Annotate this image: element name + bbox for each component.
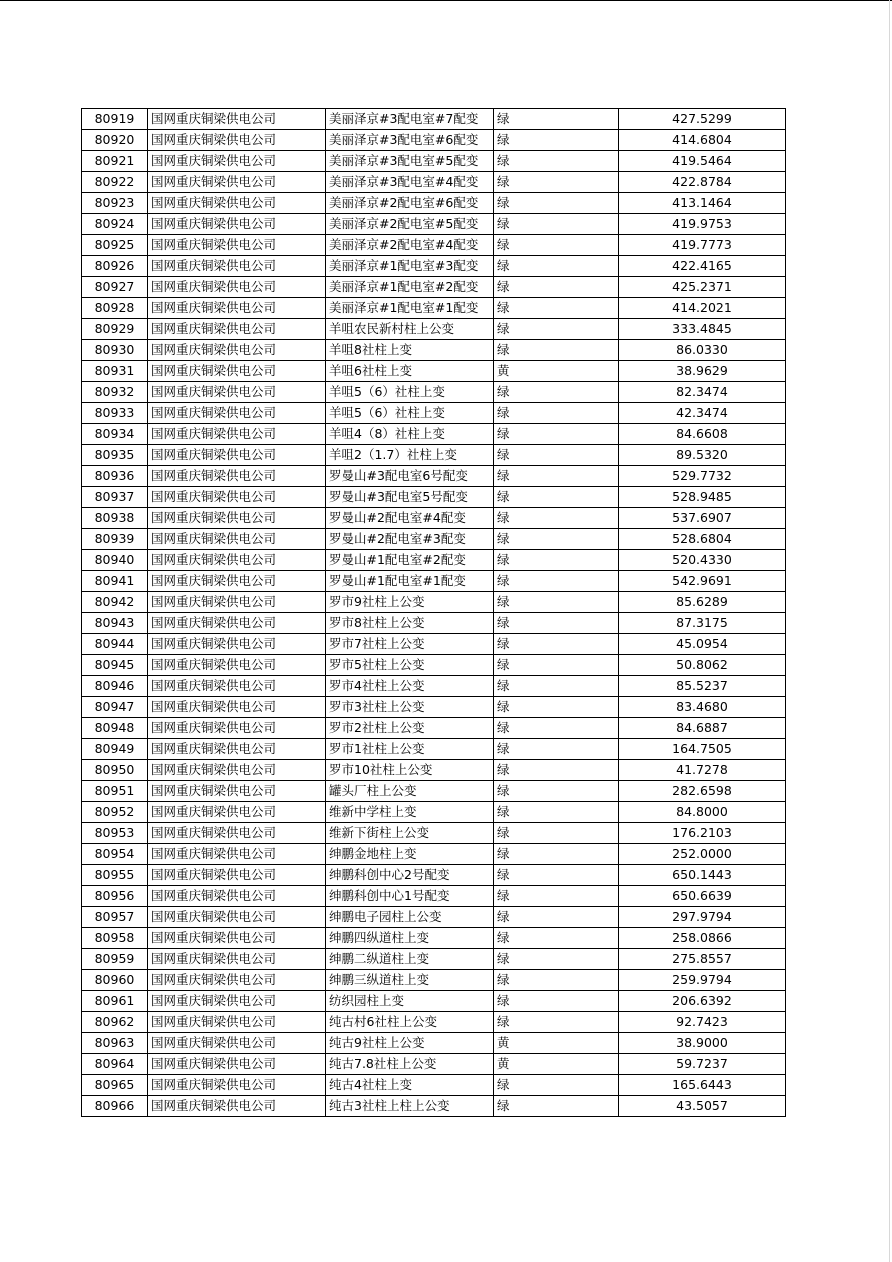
table-row xyxy=(82,550,786,571)
cell-transformer-name: 美丽泽京#3配电室#7配变 xyxy=(326,109,494,130)
cell-transformer-name: 羊咀2（1.7）社柱上变 xyxy=(326,445,494,466)
page-right-edge xyxy=(889,0,890,1262)
table-row xyxy=(82,277,786,298)
cell-transformer-name: 美丽泽京#2配电室#5配变 xyxy=(326,214,494,235)
cell-id: 80924 xyxy=(82,214,148,235)
cell-id: 80943 xyxy=(82,613,148,634)
cell-status: 绿 xyxy=(494,634,619,655)
cell-id: 80934 xyxy=(82,424,148,445)
table-row xyxy=(82,403,786,424)
cell-value: 59.7237 xyxy=(619,1054,786,1075)
cell-status: 绿 xyxy=(494,277,619,298)
cell-transformer-name: 羊咀5（6）社柱上变 xyxy=(326,382,494,403)
cell-id: 80957 xyxy=(82,907,148,928)
cell-status: 黄 xyxy=(494,1033,619,1054)
table-row xyxy=(82,781,786,802)
cell-company: 国网重庆铜梁供电公司 xyxy=(148,1012,326,1033)
cell-transformer-name: 纯古7.8社柱上公变 xyxy=(326,1054,494,1075)
table-row xyxy=(82,1033,786,1054)
cell-status: 绿 xyxy=(494,760,619,781)
cell-value: 414.6804 xyxy=(619,130,786,151)
cell-value: 41.7278 xyxy=(619,760,786,781)
cell-company: 国网重庆铜梁供电公司 xyxy=(148,109,326,130)
cell-transformer-name: 罐头厂柱上公变 xyxy=(326,781,494,802)
cell-company: 国网重庆铜梁供电公司 xyxy=(148,739,326,760)
cell-status: 绿 xyxy=(494,928,619,949)
cell-transformer-name: 罗市1社柱上公变 xyxy=(326,739,494,760)
cell-status: 绿 xyxy=(494,487,619,508)
cell-value: 333.4845 xyxy=(619,319,786,340)
cell-company: 国网重庆铜梁供电公司 xyxy=(148,991,326,1012)
cell-id: 80955 xyxy=(82,865,148,886)
table-row xyxy=(82,298,786,319)
cell-id: 80926 xyxy=(82,256,148,277)
cell-id: 80937 xyxy=(82,487,148,508)
table-row xyxy=(82,823,786,844)
cell-value: 84.6608 xyxy=(619,424,786,445)
cell-value: 650.6639 xyxy=(619,886,786,907)
cell-value: 427.5299 xyxy=(619,109,786,130)
cell-company: 国网重庆铜梁供电公司 xyxy=(148,151,326,172)
cell-value: 528.9485 xyxy=(619,487,786,508)
cell-transformer-name: 纺织园柱上变 xyxy=(326,991,494,1012)
cell-company: 国网重庆铜梁供电公司 xyxy=(148,907,326,928)
cell-status: 绿 xyxy=(494,445,619,466)
cell-id: 80936 xyxy=(82,466,148,487)
cell-value: 38.9000 xyxy=(619,1033,786,1054)
cell-company: 国网重庆铜梁供电公司 xyxy=(148,760,326,781)
cell-value: 89.5320 xyxy=(619,445,786,466)
cell-status: 绿 xyxy=(494,991,619,1012)
cell-transformer-name: 美丽泽京#1配电室#1配变 xyxy=(326,298,494,319)
cell-status: 绿 xyxy=(494,550,619,571)
cell-company: 国网重庆铜梁供电公司 xyxy=(148,172,326,193)
cell-id: 80941 xyxy=(82,571,148,592)
cell-transformer-name: 纯古村6社柱上公变 xyxy=(326,1012,494,1033)
cell-company: 国网重庆铜梁供电公司 xyxy=(148,655,326,676)
cell-id: 80964 xyxy=(82,1054,148,1075)
cell-company: 国网重庆铜梁供电公司 xyxy=(148,193,326,214)
cell-id: 80930 xyxy=(82,340,148,361)
cell-company: 国网重庆铜梁供电公司 xyxy=(148,1075,326,1096)
cell-value: 43.5057 xyxy=(619,1096,786,1117)
table-row xyxy=(82,130,786,151)
cell-id: 80948 xyxy=(82,718,148,739)
table-row xyxy=(82,697,786,718)
table-row xyxy=(82,802,786,823)
table-row xyxy=(82,739,786,760)
cell-transformer-name: 罗曼山#1配电室#2配变 xyxy=(326,550,494,571)
cell-id: 80960 xyxy=(82,970,148,991)
cell-status: 绿 xyxy=(494,214,619,235)
cell-company: 国网重庆铜梁供电公司 xyxy=(148,508,326,529)
cell-company: 国网重庆铜梁供电公司 xyxy=(148,529,326,550)
cell-transformer-name: 罗曼山#3配电室6号配变 xyxy=(326,466,494,487)
cell-status: 绿 xyxy=(494,802,619,823)
cell-company: 国网重庆铜梁供电公司 xyxy=(148,970,326,991)
cell-transformer-name: 美丽泽京#2配电室#6配变 xyxy=(326,193,494,214)
table-row xyxy=(82,907,786,928)
cell-status: 绿 xyxy=(494,970,619,991)
cell-company: 国网重庆铜梁供电公司 xyxy=(148,613,326,634)
cell-status: 绿 xyxy=(494,613,619,634)
table-row xyxy=(82,1054,786,1075)
table-row xyxy=(82,1096,786,1117)
cell-id: 80951 xyxy=(82,781,148,802)
cell-status: 绿 xyxy=(494,298,619,319)
cell-transformer-name: 羊咀农民新村柱上公变 xyxy=(326,319,494,340)
cell-company: 国网重庆铜梁供电公司 xyxy=(148,445,326,466)
cell-transformer-name: 美丽泽京#1配电室#3配变 xyxy=(326,256,494,277)
cell-value: 38.9629 xyxy=(619,361,786,382)
cell-company: 国网重庆铜梁供电公司 xyxy=(148,823,326,844)
cell-company: 国网重庆铜梁供电公司 xyxy=(148,949,326,970)
cell-value: 86.0330 xyxy=(619,340,786,361)
cell-status: 绿 xyxy=(494,739,619,760)
cell-status: 绿 xyxy=(494,592,619,613)
cell-transformer-name: 维新中学柱上变 xyxy=(326,802,494,823)
cell-value: 85.6289 xyxy=(619,592,786,613)
cell-transformer-name: 罗市2社柱上公变 xyxy=(326,718,494,739)
cell-status: 绿 xyxy=(494,466,619,487)
cell-status: 绿 xyxy=(494,172,619,193)
cell-transformer-name: 美丽泽京#1配电室#2配变 xyxy=(326,277,494,298)
table-row xyxy=(82,319,786,340)
cell-id: 80938 xyxy=(82,508,148,529)
table-row xyxy=(82,634,786,655)
table-row xyxy=(82,613,786,634)
cell-transformer-name: 绅鹏科创中心1号配变 xyxy=(326,886,494,907)
cell-company: 国网重庆铜梁供电公司 xyxy=(148,130,326,151)
cell-transformer-name: 美丽泽京#3配电室#6配变 xyxy=(326,130,494,151)
cell-transformer-name: 罗市8社柱上公变 xyxy=(326,613,494,634)
cell-status: 绿 xyxy=(494,781,619,802)
cell-status: 黄 xyxy=(494,1054,619,1075)
table-row xyxy=(82,949,786,970)
cell-company: 国网重庆铜梁供电公司 xyxy=(148,697,326,718)
table-row xyxy=(82,991,786,1012)
table-row xyxy=(82,235,786,256)
table-row xyxy=(82,844,786,865)
page-top-border xyxy=(0,0,892,1)
cell-transformer-name: 罗曼山#2配电室#4配变 xyxy=(326,508,494,529)
cell-company: 国网重庆铜梁供电公司 xyxy=(148,1033,326,1054)
cell-company: 国网重庆铜梁供电公司 xyxy=(148,235,326,256)
cell-id: 80952 xyxy=(82,802,148,823)
cell-id: 80966 xyxy=(82,1096,148,1117)
cell-status: 绿 xyxy=(494,1096,619,1117)
cell-value: 206.6392 xyxy=(619,991,786,1012)
cell-status: 绿 xyxy=(494,823,619,844)
cell-id: 80940 xyxy=(82,550,148,571)
cell-value: 297.9794 xyxy=(619,907,786,928)
cell-company: 国网重庆铜梁供电公司 xyxy=(148,1054,326,1075)
table-row xyxy=(82,718,786,739)
cell-transformer-name: 罗市4社柱上公变 xyxy=(326,676,494,697)
cell-transformer-name: 绅鹏三纵道柱上变 xyxy=(326,970,494,991)
table-body xyxy=(82,109,786,1117)
cell-value: 85.5237 xyxy=(619,676,786,697)
cell-transformer-name: 羊咀5（6）社柱上变 xyxy=(326,403,494,424)
cell-company: 国网重庆铜梁供电公司 xyxy=(148,256,326,277)
table-row xyxy=(82,214,786,235)
cell-transformer-name: 罗市7社柱上公变 xyxy=(326,634,494,655)
cell-company: 国网重庆铜梁供电公司 xyxy=(148,592,326,613)
cell-id: 80931 xyxy=(82,361,148,382)
cell-transformer-name: 羊咀4（8）社柱上变 xyxy=(326,424,494,445)
cell-id: 80956 xyxy=(82,886,148,907)
cell-value: 282.6598 xyxy=(619,781,786,802)
cell-status: 绿 xyxy=(494,529,619,550)
cell-status: 绿 xyxy=(494,130,619,151)
cell-value: 45.0954 xyxy=(619,634,786,655)
cell-company: 国网重庆铜梁供电公司 xyxy=(148,1096,326,1117)
cell-transformer-name: 罗市5社柱上公变 xyxy=(326,655,494,676)
cell-status: 绿 xyxy=(494,109,619,130)
cell-status: 绿 xyxy=(494,193,619,214)
cell-id: 80932 xyxy=(82,382,148,403)
cell-company: 国网重庆铜梁供电公司 xyxy=(148,928,326,949)
cell-value: 258.0866 xyxy=(619,928,786,949)
table-row xyxy=(82,865,786,886)
cell-status: 绿 xyxy=(494,382,619,403)
cell-id: 80946 xyxy=(82,676,148,697)
cell-transformer-name: 绅鹏科创中心2号配变 xyxy=(326,865,494,886)
cell-value: 542.9691 xyxy=(619,571,786,592)
table-row xyxy=(82,361,786,382)
cell-company: 国网重庆铜梁供电公司 xyxy=(148,298,326,319)
cell-transformer-name: 美丽泽京#3配电室#4配变 xyxy=(326,172,494,193)
cell-id: 80958 xyxy=(82,928,148,949)
cell-transformer-name: 罗市10社柱上公变 xyxy=(326,760,494,781)
cell-id: 80961 xyxy=(82,991,148,1012)
cell-company: 国网重庆铜梁供电公司 xyxy=(148,424,326,445)
table-row xyxy=(82,445,786,466)
cell-id: 80939 xyxy=(82,529,148,550)
cell-status: 绿 xyxy=(494,424,619,445)
cell-value: 42.3474 xyxy=(619,403,786,424)
cell-id: 80962 xyxy=(82,1012,148,1033)
cell-company: 国网重庆铜梁供电公司 xyxy=(148,676,326,697)
cell-transformer-name: 罗曼山#2配电室#3配变 xyxy=(326,529,494,550)
cell-id: 80942 xyxy=(82,592,148,613)
transformer-table xyxy=(81,108,786,1117)
cell-company: 国网重庆铜梁供电公司 xyxy=(148,340,326,361)
cell-value: 419.9753 xyxy=(619,214,786,235)
cell-status: 绿 xyxy=(494,403,619,424)
cell-id: 80963 xyxy=(82,1033,148,1054)
cell-id: 80935 xyxy=(82,445,148,466)
table-row xyxy=(82,256,786,277)
cell-status: 绿 xyxy=(494,151,619,172)
cell-value: 520.4330 xyxy=(619,550,786,571)
table-row xyxy=(82,382,786,403)
table-row xyxy=(82,151,786,172)
cell-transformer-name: 绅鹏二纵道柱上变 xyxy=(326,949,494,970)
cell-status: 绿 xyxy=(494,508,619,529)
table-row xyxy=(82,529,786,550)
table-row xyxy=(82,424,786,445)
table-row xyxy=(82,676,786,697)
cell-id: 80954 xyxy=(82,844,148,865)
cell-status: 绿 xyxy=(494,655,619,676)
cell-value: 164.7505 xyxy=(619,739,786,760)
cell-value: 50.8062 xyxy=(619,655,786,676)
cell-company: 国网重庆铜梁供电公司 xyxy=(148,487,326,508)
cell-company: 国网重庆铜梁供电公司 xyxy=(148,886,326,907)
cell-id: 80921 xyxy=(82,151,148,172)
cell-transformer-name: 绅鹏金地柱上变 xyxy=(326,844,494,865)
cell-status: 绿 xyxy=(494,907,619,928)
table-row xyxy=(82,760,786,781)
cell-company: 国网重庆铜梁供电公司 xyxy=(148,781,326,802)
table-row xyxy=(82,1075,786,1096)
cell-id: 80920 xyxy=(82,130,148,151)
table-row xyxy=(82,571,786,592)
table-row xyxy=(82,1012,786,1033)
cell-id: 80947 xyxy=(82,697,148,718)
cell-transformer-name: 罗曼山#3配电室5号配变 xyxy=(326,487,494,508)
cell-company: 国网重庆铜梁供电公司 xyxy=(148,277,326,298)
cell-company: 国网重庆铜梁供电公司 xyxy=(148,361,326,382)
cell-status: 绿 xyxy=(494,1075,619,1096)
cell-company: 国网重庆铜梁供电公司 xyxy=(148,550,326,571)
cell-transformer-name: 羊咀8社柱上变 xyxy=(326,340,494,361)
cell-company: 国网重庆铜梁供电公司 xyxy=(148,718,326,739)
cell-status: 绿 xyxy=(494,676,619,697)
cell-company: 国网重庆铜梁供电公司 xyxy=(148,403,326,424)
cell-status: 绿 xyxy=(494,844,619,865)
cell-company: 国网重庆铜梁供电公司 xyxy=(148,214,326,235)
cell-value: 537.6907 xyxy=(619,508,786,529)
cell-value: 419.5464 xyxy=(619,151,786,172)
cell-value: 252.0000 xyxy=(619,844,786,865)
cell-transformer-name: 美丽泽京#3配电室#5配变 xyxy=(326,151,494,172)
table-row xyxy=(82,970,786,991)
cell-status: 绿 xyxy=(494,718,619,739)
cell-value: 422.4165 xyxy=(619,256,786,277)
cell-status: 绿 xyxy=(494,1012,619,1033)
cell-value: 176.2103 xyxy=(619,823,786,844)
cell-value: 82.3474 xyxy=(619,382,786,403)
cell-value: 87.3175 xyxy=(619,613,786,634)
cell-company: 国网重庆铜梁供电公司 xyxy=(148,802,326,823)
cell-transformer-name: 罗市9社柱上公变 xyxy=(326,592,494,613)
table-row xyxy=(82,193,786,214)
cell-value: 414.2021 xyxy=(619,298,786,319)
cell-value: 259.9794 xyxy=(619,970,786,991)
cell-value: 84.8000 xyxy=(619,802,786,823)
cell-id: 80949 xyxy=(82,739,148,760)
cell-transformer-name: 维新下街柱上公变 xyxy=(326,823,494,844)
cell-id: 80927 xyxy=(82,277,148,298)
table-row xyxy=(82,886,786,907)
cell-transformer-name: 羊咀6社柱上变 xyxy=(326,361,494,382)
cell-transformer-name: 美丽泽京#2配电室#4配变 xyxy=(326,235,494,256)
cell-id: 80950 xyxy=(82,760,148,781)
cell-value: 83.4680 xyxy=(619,697,786,718)
cell-id: 80919 xyxy=(82,109,148,130)
cell-status: 绿 xyxy=(494,886,619,907)
table-row xyxy=(82,928,786,949)
cell-status: 绿 xyxy=(494,340,619,361)
cell-transformer-name: 罗曼山#1配电室#1配变 xyxy=(326,571,494,592)
cell-company: 国网重庆铜梁供电公司 xyxy=(148,571,326,592)
cell-transformer-name: 绅鹏电子园柱上公变 xyxy=(326,907,494,928)
cell-transformer-name: 纯古9社柱上公变 xyxy=(326,1033,494,1054)
table-row xyxy=(82,655,786,676)
cell-transformer-name: 纯古3社柱上柱上公变 xyxy=(326,1096,494,1117)
table-row xyxy=(82,508,786,529)
cell-transformer-name: 罗市3社柱上公变 xyxy=(326,697,494,718)
cell-status: 绿 xyxy=(494,865,619,886)
cell-value: 528.6804 xyxy=(619,529,786,550)
cell-transformer-name: 绅鹏四纵道柱上变 xyxy=(326,928,494,949)
cell-id: 80944 xyxy=(82,634,148,655)
cell-value: 275.8557 xyxy=(619,949,786,970)
cell-company: 国网重庆铜梁供电公司 xyxy=(148,319,326,340)
cell-value: 529.7732 xyxy=(619,466,786,487)
cell-status: 黄 xyxy=(494,361,619,382)
cell-value: 413.1464 xyxy=(619,193,786,214)
table-row xyxy=(82,340,786,361)
cell-value: 92.7423 xyxy=(619,1012,786,1033)
cell-value: 422.8784 xyxy=(619,172,786,193)
cell-company: 国网重庆铜梁供电公司 xyxy=(148,844,326,865)
table-row xyxy=(82,487,786,508)
cell-company: 国网重庆铜梁供电公司 xyxy=(148,634,326,655)
cell-id: 80928 xyxy=(82,298,148,319)
cell-id: 80929 xyxy=(82,319,148,340)
cell-id: 80922 xyxy=(82,172,148,193)
cell-company: 国网重庆铜梁供电公司 xyxy=(148,865,326,886)
cell-status: 绿 xyxy=(494,319,619,340)
cell-value: 419.7773 xyxy=(619,235,786,256)
cell-status: 绿 xyxy=(494,256,619,277)
cell-company: 国网重庆铜梁供电公司 xyxy=(148,382,326,403)
cell-value: 84.6887 xyxy=(619,718,786,739)
cell-id: 80933 xyxy=(82,403,148,424)
cell-id: 80945 xyxy=(82,655,148,676)
cell-status: 绿 xyxy=(494,571,619,592)
cell-id: 80959 xyxy=(82,949,148,970)
cell-status: 绿 xyxy=(494,949,619,970)
table-row xyxy=(82,466,786,487)
cell-status: 绿 xyxy=(494,697,619,718)
cell-value: 165.6443 xyxy=(619,1075,786,1096)
cell-value: 650.1443 xyxy=(619,865,786,886)
cell-company: 国网重庆铜梁供电公司 xyxy=(148,466,326,487)
cell-id: 80923 xyxy=(82,193,148,214)
cell-transformer-name: 纯古4社柱上变 xyxy=(326,1075,494,1096)
cell-value: 425.2371 xyxy=(619,277,786,298)
cell-id: 80925 xyxy=(82,235,148,256)
table-row xyxy=(82,109,786,130)
table-row xyxy=(82,592,786,613)
cell-id: 80953 xyxy=(82,823,148,844)
cell-id: 80965 xyxy=(82,1075,148,1096)
table-row xyxy=(82,172,786,193)
cell-status: 绿 xyxy=(494,235,619,256)
